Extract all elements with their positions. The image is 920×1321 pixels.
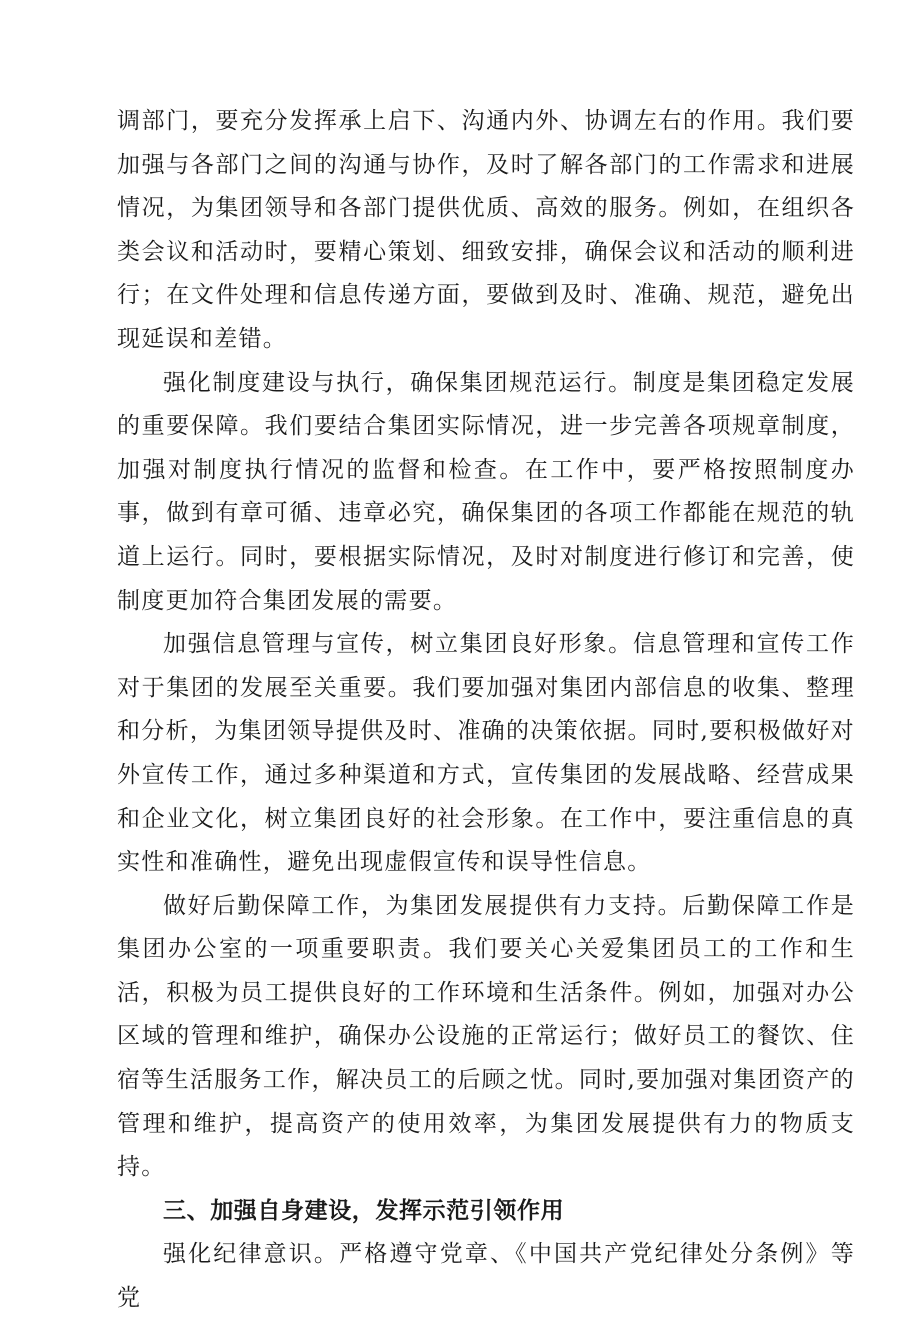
document-body	[117, 100, 855, 1321]
paragraph-logistics-support: 做好后勤保障工作，为集团发展提供有力支持。后勤保障工作是集团办公室的一项重要职责。我们要关心关爱集团员工的工作和生活，积极为员工提供良好的工作环境和生活条件。例如，加强对办公区域的管理和维护，确保办公设施的正常运行；做好员工的餐饮、住宿等生活服务工作，解决员工的后顾之忧。同时,要加强对集团资产的管理和维护，提高资产的使用效率，为集团发展提供有力的物质支持。	[117, 892, 855, 1181]
section-heading: 三、加强自身建设，发挥示范引领作用	[163, 1197, 565, 1224]
paragraph-coordination: 调部门，要充分发挥承上启下、沟通内外、协调左右的作用。我们要加强与各部门之间的沟通与协作，及时了解各部门的工作需求和进展情况，为集团领导和各部门提供优质、高效的服务。例如，在组织各类会议和活动时，要精心策划、细致安排，确保会议和活动的顺利进行；在文件处理和信息传递方面，要做到及时、准确、规范，避免出现延误和差错。	[117, 108, 855, 352]
paragraph-discipline: 强化纪律意识。严格遵守党章、《中国共产党纪律处分条例》等党	[117, 1241, 855, 1312]
paragraph-information-publicity: 加强信息管理与宣传，树立集团良好形象。信息管理和宣传工作对于集团的发展至关重要。我们要加强对集团内部信息的收集、整理和分析，为集团领导提供及时、准确的决策依据。同时,要积极做好对外宣传工作，通过多种渠道和方式，宣传集团的发展战略、经营成果和企业文化，树立集团良好的社会形象。在工作中，要注重信息的真实性和准确性，避免出现虚假宣传和误导性信息。	[117, 631, 855, 876]
paragraph-institution-building: 强化制度建设与执行，确保集团规范运行。制度是集团稳定发展的重要保障。我们要结合集团实际情况，进一步完善各项规章制度，加强对制度执行情况的监督和检查。在工作中，要严格按照制度办事，做到有章可循、违章必究，确保集团的各项工作都能在规范的轨道上运行。同时，要根据实际情况，及时对制度进行修订和完善，使制度更加符合集团发展的需要。	[117, 369, 855, 614]
